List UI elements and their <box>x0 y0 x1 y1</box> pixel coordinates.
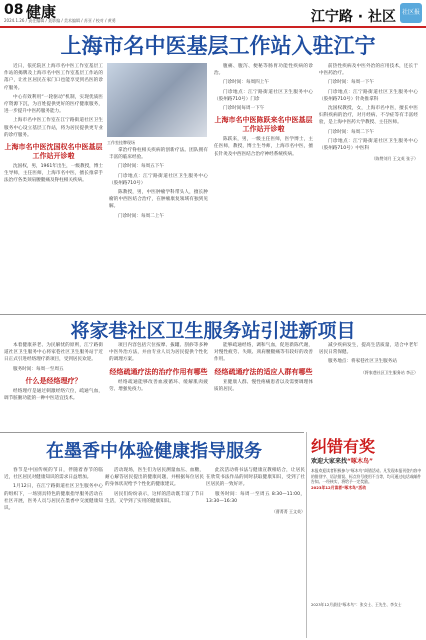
paragraph: 前热性疾病及中医外治的应用技术，还长于中医药治疗。 <box>319 64 418 77</box>
newspaper-logo: 社区报 <box>400 3 422 23</box>
paragraph: 沈国权，男，1961年出生，一级教授，博士生导师，主任医师，上海市名中医，擅长推拿手法治疗各类颈肩腰腿痛及脊柱相关疾病。 <box>4 164 103 184</box>
byline: （曹菁菁 王文英） <box>271 509 305 515</box>
article1-column-4 <box>319 63 418 313</box>
paragraph: 亚健康人群、慢性疼痛患者以及需要调理体质的居民。 <box>214 379 313 392</box>
paragraph: 能够疏通经络，调和气血，促进新陈代谢，对慢性疲劳、失眠、颈肩腰腿痛等有较好的改善作用。 <box>214 343 313 363</box>
byline: （将家巷社区卫生服务站 李正） <box>360 369 418 375</box>
paragraph: 拿治疗脊柱相关疾病的创新疗法。团队拥有丰富的临床经验。 <box>109 148 208 161</box>
article1-headline: 上海市名中医基层工作站入驻江宁 <box>60 33 376 58</box>
article1-column-2 <box>109 147 208 313</box>
paragraph: 居民们纷纷表示，这样的活动既丰富了节日生活，又学到了实用的健康知识。 <box>105 491 204 504</box>
paragraph: 活动现场，医生们为居民测量血压、血糖，耐心解答居民提出的健康问题，并根据每位居民的身体状况给予个性化的健康建议。 <box>105 468 204 488</box>
paragraph: 1月12日，在江宁路街道社区卫生服务中心的组织下，一场别具特色的健康指导服务活动在社区开展，医务人员与居民在墨香中交流健康知识。 <box>4 484 103 512</box>
article2-column-1 <box>4 342 103 430</box>
article2-column-2 <box>109 342 208 430</box>
article3-headline: 在墨香中体验健康指导服务 <box>46 441 262 462</box>
paragraph: 陈跃来，男，一级主任医师，医学博士，主任医师，教授，博士生导师，上海市名中医，擅长针灸及中西医结合治疗神经系统疾病。 <box>214 137 313 157</box>
masthead <box>0 0 426 26</box>
sidebar-highlight: 2023年12月读者“啄木鸟”活动 <box>311 484 367 490</box>
subheading: 什么是经络理疗？ <box>25 375 82 385</box>
paragraph: 项目内容包括穴位按摩、拔罐、刮痧等多种中医外治方法，并由专业人员为居民提供个性化的调理方案。 <box>109 343 208 363</box>
article3-body <box>4 467 304 635</box>
paragraph: 门诊地点：江宁路街道社区卫生服务中心（胶州路710号）针灸推拿科 <box>319 89 418 102</box>
paragraph: 经络疏通能够改善血液循环、缓解肌肉疲劳、增强免疫力。 <box>109 379 208 392</box>
location-title: 江宁路 · 社区 <box>310 9 396 25</box>
paragraph: 陈教授，男，中医肿瘤学科带头人，擅长肿瘤的中西医结合治疗，在肿瘤康复领域有独到见解。 <box>109 190 208 210</box>
masthead-rule <box>0 26 426 28</box>
sidebar-title: 纠错有奖 <box>311 437 376 456</box>
article3-column-1 <box>4 467 103 635</box>
paragraph: 近日，依托院区上海市名中医工作室基层工作站的揭牌及上海市名中医工作室基层工作站的落户，让社区居民在家门口也能享受到名医的诊疗服务。 <box>4 64 103 91</box>
page-number: 08 <box>4 2 24 18</box>
sidebar-subtitle-prefix: 欢迎大家来找 <box>311 458 348 465</box>
paragraph: 春节是中国传统的节日，伴随着春节的临近，社区居民对健康知识的需求日益增加。 <box>4 468 103 481</box>
subheading: 经络疏通疗法的治疗作用有哪些 <box>109 366 208 376</box>
sidebar-subtitle <box>311 456 423 465</box>
photo-caption: 工作室挂牌现场 <box>107 140 135 145</box>
paragraph: 服务时间：每周一至周五 <box>13 366 64 372</box>
section-title: 健康 <box>26 3 57 21</box>
article3-column-3 <box>206 467 305 635</box>
subheading: 经络疏通疗法的适应人群有哪些 <box>214 366 313 376</box>
article1-column-1 <box>4 63 103 313</box>
feedback-sidebar <box>306 432 425 638</box>
article1-column-3 <box>214 63 313 313</box>
paragraph: 门诊时间：每周二下午 <box>328 129 374 135</box>
article1-photo <box>107 63 207 145</box>
sidebar-answer: 2023年12月最佳“啄木鸟”：张女士、王先生、李女士 <box>311 602 402 607</box>
article2-body <box>4 342 422 430</box>
paragraph: 中心有效利用“一轮驱动”机制，实现优质医疗资源下沉，为百姓提供更好的医疗健康服务，进一步提升中医药服务能力。 <box>4 94 103 115</box>
sidebar-body <box>311 468 423 598</box>
paragraph: 沈国权教授，女，上海市名中医，擅长中医妇科疾病的治疗，对月经病、不孕症等有丰富经验，是上海中医药大学教授、主任医师。 <box>319 106 418 126</box>
section-divider <box>0 432 304 433</box>
paragraph: 门诊地点：江宁路街道社区卫生服务中心（胶州路710号）门诊 <box>214 89 313 102</box>
issue-meta: 2024.1.26 / 责任编辑 / 聂影编 / 美术编辑 / 苏亚 / 校对 / 黄勇 <box>4 18 116 23</box>
article3-column-2 <box>105 467 204 635</box>
subheading: 上海市名中医陈跃来名中医基层工作站开诊啦 <box>214 115 313 134</box>
sidebar-subtitle-quote: “啄木鸟” <box>347 458 373 465</box>
paragraph: 服务时间：每周一至周五 8:30—11:00，13:30—16:30 <box>206 491 305 504</box>
paragraph: 本着健康养老、为民解忧的原则，江宁路街道社区卫生服务中心将家巷社区卫生服务站于近日正式引进经络理疗新项目，受到居民欢迎。 <box>4 343 103 363</box>
paragraph: 门诊时间：每周四上午 <box>223 80 269 86</box>
article1-body <box>4 63 422 313</box>
paragraph: 服务地点：将家巷社区卫生服务站 <box>328 359 397 365</box>
article2-headline: 将家巷社区卫生服务站引进新项目 <box>70 320 356 342</box>
paragraph: 门诊地点：江宁路街道社区卫生服务中心（胶州路710号） <box>109 173 208 186</box>
section-divider <box>0 314 426 315</box>
byline: （陈赞刘月 王文英 张子） <box>371 156 418 162</box>
paragraph: 门诊时间每周一下午 <box>223 106 265 112</box>
paragraph: 此次活动将书法与健康宣教相结合，让居民在欣赏书法作品的同时获取健康知识，受到了社区居民的一致好评。 <box>206 468 305 488</box>
sidebar-body-text: 本报欢迎读者积极参与“啄木鸟”纠错活动。凡发现本报刊登内容中的错别字、语法错误、标点符号使用不当等，均可通过电话或邮件告知。一经核实，将给予一定奖励。 <box>311 468 422 485</box>
paragraph: 门诊时间：每周二上午 <box>118 213 164 219</box>
paragraph: 上海市名中医工作室在江宁路街道社区卫生服务中心设立基层工作站，将为居民提供更专业的诊疗服务。 <box>4 118 103 138</box>
paragraph: 腹痛、腹泻、便秘等肠胃功能性疾病的诊治。 <box>214 64 313 77</box>
article2-column-3 <box>214 342 313 430</box>
paragraph: 经络理疗是通过刺激经络穴位，疏通气血，调节脏腑功能的一种中医适宜技术。 <box>4 388 103 402</box>
paragraph: 门诊地点：江宁路街道社区卫生服务中心（胶州路710号）中医科 <box>319 138 418 152</box>
paragraph: 门诊时间：每周五下午 <box>118 164 164 170</box>
subheading: 上海市名中医沈国权名中医基层工作站开诊啦 <box>4 142 103 161</box>
paragraph: 减少疾病发生，提高生活质量，适合中老年居民日常保健。 <box>319 343 418 356</box>
article2-column-4 <box>319 342 418 430</box>
paragraph: 门诊时间：每周一下午 <box>328 80 374 86</box>
